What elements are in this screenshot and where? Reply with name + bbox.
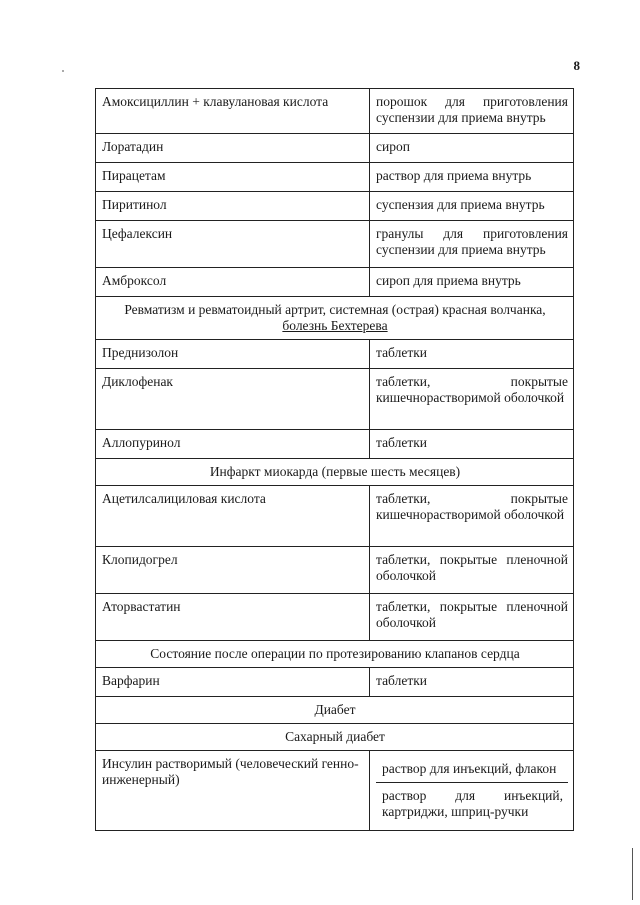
- section-header-row: [96, 697, 574, 724]
- dosage-form: таблетки, покрытые кишечнорастворимой оболочкой: [370, 369, 574, 430]
- page-number: 8: [573, 58, 580, 73]
- drug-name: Пиритинол: [96, 192, 370, 221]
- table-row: [96, 89, 574, 134]
- drug-name: Преднизолон: [96, 340, 370, 369]
- table-row: [96, 268, 574, 297]
- drug-name: Амброксол: [96, 268, 370, 297]
- section-heading: Диабет: [96, 697, 574, 724]
- section-header-row: [96, 641, 574, 668]
- table-row: [96, 221, 574, 268]
- table-row: [96, 369, 574, 430]
- table-row: [96, 751, 574, 831]
- drug-name: Ацетилсалициловая кислота: [96, 486, 370, 547]
- drug-name: Амоксициллин + клавулановая кислота: [96, 89, 370, 134]
- drug-table: [95, 88, 574, 831]
- section-heading: [96, 297, 574, 340]
- dosage-form: таблетки, покрытые пленочной оболочкой: [370, 547, 574, 594]
- drug-name: Диклофенак: [96, 369, 370, 430]
- dosage-form: суспензия для приема внутрь: [370, 192, 574, 221]
- dosage-form: раствор для инъекций, флакон: [382, 761, 557, 776]
- dosage-form: сироп: [370, 134, 574, 163]
- drug-name: Инсулин растворимый (человеческий генно-инженерный): [96, 751, 370, 831]
- table-row: [96, 486, 574, 547]
- dosage-form: таблетки: [370, 430, 574, 459]
- dosage-form: таблетки, покрытые кишечнорастворимой оболочкой: [370, 486, 574, 547]
- drug-name: Лоратадин: [96, 134, 370, 163]
- section-header-row: [96, 297, 574, 340]
- table-row: [96, 340, 574, 369]
- table-row: [96, 430, 574, 459]
- dosage-form: раствор для приема внутрь: [370, 163, 574, 192]
- margin-line: [632, 848, 633, 900]
- table-row: [96, 134, 574, 163]
- section-heading: Сахарный диабет: [96, 724, 574, 751]
- table-row: [96, 668, 574, 697]
- dosage-form: таблетки: [370, 668, 574, 697]
- dosage-form: гранулы для приготовления суспензии для приема внутрь: [370, 221, 574, 268]
- section-header-row: [96, 724, 574, 751]
- table-row: [96, 547, 574, 594]
- dosage-form: сироп для приема внутрь: [370, 268, 574, 297]
- drug-name: Аллопуринол: [96, 430, 370, 459]
- dosage-form: раствор для инъекций, картриджи, шприц-ручки: [376, 782, 568, 825]
- table-row: [96, 192, 574, 221]
- dosage-form: порошок для приготовления суспензии для приема внутрь: [370, 89, 574, 134]
- dosage-form: таблетки: [370, 340, 574, 369]
- section-header-row: [96, 459, 574, 486]
- dosage-form-group: [370, 751, 574, 831]
- drug-name: Цефалексин: [96, 221, 370, 268]
- drug-name: Аторвастатин: [96, 594, 370, 641]
- drug-name: Пирацетам: [96, 163, 370, 192]
- drug-name: Варфарин: [96, 668, 370, 697]
- scan-speck: [62, 70, 64, 72]
- dosage-form: таблетки, покрытые пленочной оболочкой: [370, 594, 574, 641]
- table-row: [96, 594, 574, 641]
- section-heading-line: болезнь Бехтерева: [282, 318, 388, 333]
- section-heading: Состояние после операции по протезированию клапанов сердца: [96, 641, 574, 668]
- table-row: [96, 163, 574, 192]
- section-heading: Инфаркт миокарда (первые шесть месяцев): [96, 459, 574, 486]
- section-heading-line: Ревматизм и ревматоидный артрит, системная (острая) красная волчанка,: [124, 302, 546, 317]
- drug-name: Клопидогрел: [96, 547, 370, 594]
